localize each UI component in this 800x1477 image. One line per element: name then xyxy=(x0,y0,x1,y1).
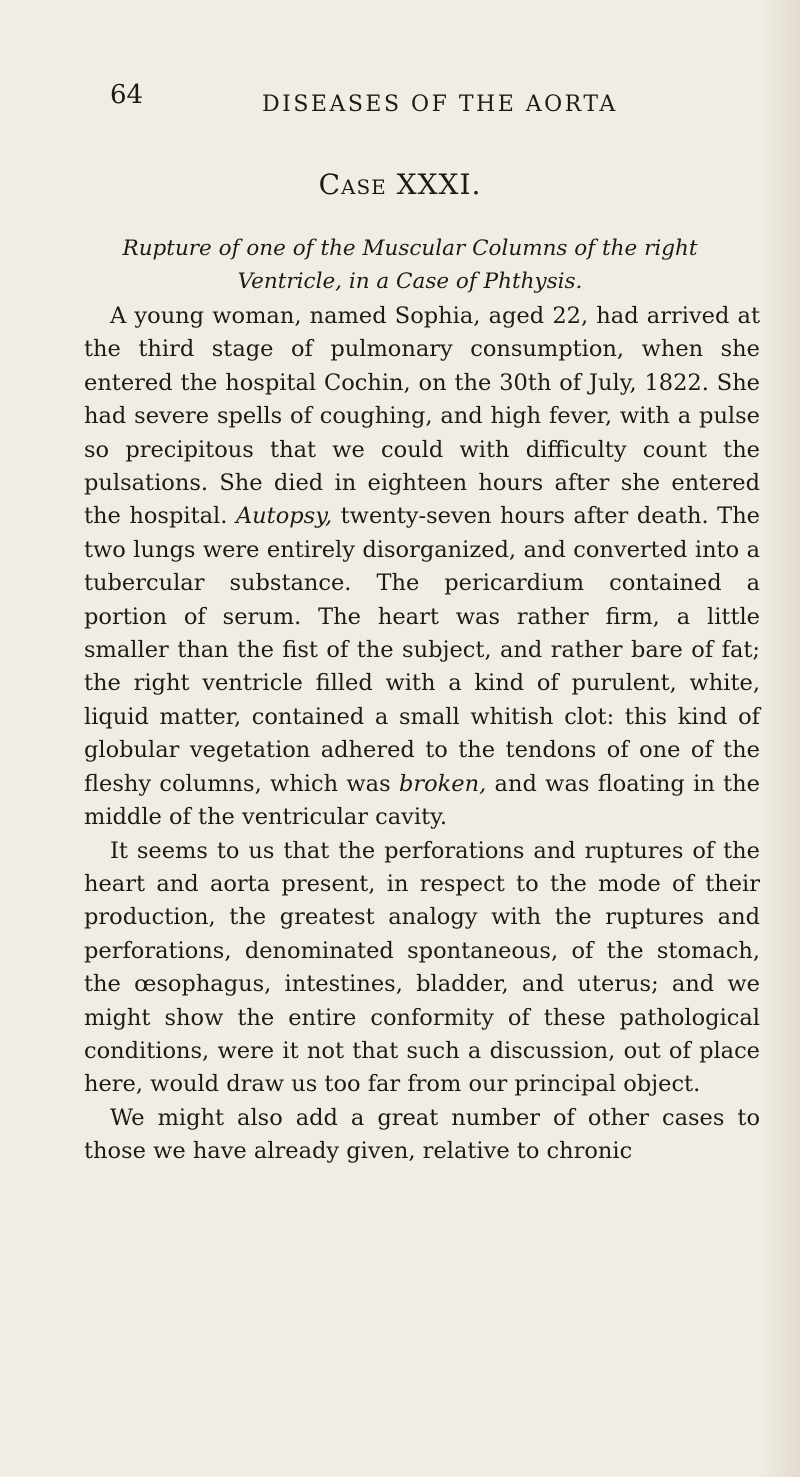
paragraph-other-cases: We might also add a great number of other cases to those we have already given, relative to chronic xyxy=(84,1104,760,1165)
case-heading: Case XXXI. xyxy=(318,168,482,201)
page-edge-shadow xyxy=(760,0,800,1477)
paragraph-1-part-1: A young woman, named Sophia, aged 22, had arrived at the third stage of pulmonary consumption, when she entered the hospital Cochin, on the 30th of July, 1822. She had severe spells of coughing, and high fever, with a pulse so precipitous that we could with difficulty count the pulsations. She died in eighteen hours after she entered the hospital. xyxy=(84,303,760,530)
running-head xyxy=(110,80,760,120)
paragraph-analogy: It seems to us that the perforations and ruptures of the heart and aorta present, in respect to the mode of their production, the greatest analogy with the ruptures and perforations, denominated spontaneous, of the stomach, the œsophagus, intestines, bladder, and uterus; and we might show the entire conformity of these pathological conditions, were it not that such a discussion, out of place here, would draw us too far from our principal object. xyxy=(84,837,760,1098)
page-number: 64 xyxy=(110,80,144,110)
paragraph-1-part-2: twenty-seven hours after death. The two lungs were entirely disorganized, and converted into a tubercular substance. The pericardium contained a portion of serum. The heart was rather firm, a little smaller than the fist of the subject, and rather bare of fat; the right ventricle filled with a kind of purulent, white, liquid matter, contained a small whitish clot: this kind of globular vegetation adhered to the tendons of one of the fleshy columns, which was xyxy=(84,503,760,797)
italic-autopsy: Autopsy, xyxy=(235,503,333,530)
case-subtitle: Rupture of one of the Muscular Columns of the right Ventricle, in a Case of Phthysis. xyxy=(122,236,698,294)
body-text xyxy=(84,300,760,1169)
paragraph-case-description xyxy=(84,300,760,835)
italic-broken: broken, xyxy=(398,770,487,797)
paragraph-1-part-3: and was floating in the middle of the ventricular cavity. xyxy=(84,770,760,831)
running-title: DISEASES OF THE AORTA xyxy=(262,92,618,117)
